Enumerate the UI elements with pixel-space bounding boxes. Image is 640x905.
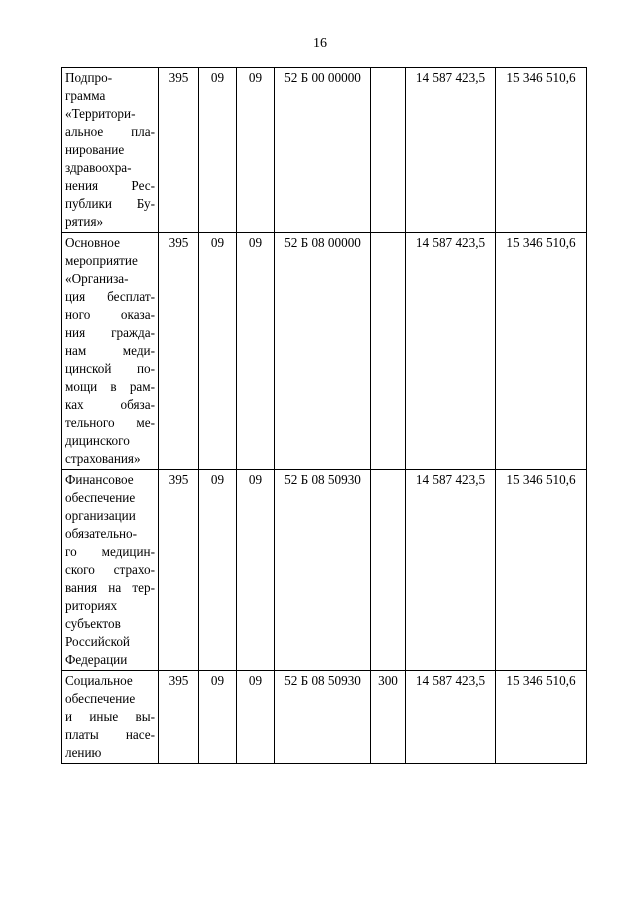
grbs-cell: 395 — [159, 233, 199, 470]
sum2-cell: 15 346 510,6 — [496, 233, 587, 470]
name-line: обеспечение — [65, 691, 136, 706]
name-line: дицинского — [65, 433, 130, 448]
name-line: грамма — [65, 88, 106, 103]
pr-cell: 09 — [237, 470, 275, 671]
name-line: мощи в рам- — [65, 379, 155, 394]
rz-cell: 09 — [199, 68, 237, 233]
name-line: ках обяза- — [65, 397, 155, 412]
table-row — [62, 68, 587, 233]
sum1-cell: 14 587 423,5 — [406, 671, 496, 764]
name-line: риториях — [65, 598, 118, 613]
grbs-cell: 395 — [159, 671, 199, 764]
sum2-cell: 15 346 510,6 — [496, 470, 587, 671]
name-line: Подпро- — [65, 70, 113, 85]
vr-cell — [371, 470, 406, 671]
csr-cell: 52 Б 00 00000 — [275, 68, 371, 233]
csr-cell: 52 Б 08 00000 — [275, 233, 371, 470]
row-name-cell — [62, 671, 159, 764]
row-name-cell — [62, 233, 159, 470]
name-line: страхования» — [65, 451, 141, 466]
name-line: субъектов — [65, 616, 121, 631]
name-line: мероприятие — [65, 253, 138, 268]
name-line: нам меди- — [65, 343, 155, 358]
name-line: Финансовое — [65, 472, 134, 487]
name-line: нирование — [65, 142, 125, 157]
vr-cell — [371, 233, 406, 470]
table-row — [62, 233, 587, 470]
name-line: платы насе- — [65, 727, 155, 742]
name-line: и иные вы- — [65, 709, 155, 724]
name-line: рятия» — [65, 214, 104, 229]
grbs-cell: 395 — [159, 68, 199, 233]
name-line: вания на тер- — [65, 580, 155, 595]
name-line: ского страхо- — [65, 562, 155, 577]
rz-cell: 09 — [199, 470, 237, 671]
name-line: здравоохра- — [65, 160, 132, 175]
name-line: обязательно- — [65, 526, 138, 541]
budget-table — [61, 67, 587, 764]
name-line: цинской по- — [65, 361, 155, 376]
row-name-cell — [62, 68, 159, 233]
name-line: Социальное — [65, 673, 133, 688]
grbs-cell: 395 — [159, 470, 199, 671]
sum1-cell: 14 587 423,5 — [406, 470, 496, 671]
name-line: нения Рес- — [65, 178, 155, 193]
sum2-cell: 15 346 510,6 — [496, 671, 587, 764]
name-line: лению — [65, 745, 102, 760]
table-body — [62, 68, 587, 764]
pr-cell: 09 — [237, 671, 275, 764]
pr-cell: 09 — [237, 68, 275, 233]
sum1-cell: 14 587 423,5 — [406, 233, 496, 470]
name-line: Российской — [65, 634, 130, 649]
name-line: обеспечение — [65, 490, 136, 505]
csr-cell: 52 Б 08 50930 — [275, 470, 371, 671]
page-number: 16 — [313, 36, 327, 51]
vr-cell: 300 — [371, 671, 406, 764]
name-line: «Организа- — [65, 271, 129, 286]
name-line: Основное — [65, 235, 120, 250]
name-line: ного оказа- — [65, 307, 155, 322]
table-row — [62, 671, 587, 764]
name-line: ния гражда- — [65, 325, 155, 340]
name-line: го медицин- — [65, 544, 155, 559]
table-row — [62, 470, 587, 671]
name-line: организации — [65, 508, 136, 523]
vr-cell — [371, 68, 406, 233]
name-line: Федерации — [65, 652, 128, 667]
name-line: ция бесплат- — [65, 289, 155, 304]
pr-cell: 09 — [237, 233, 275, 470]
sum1-cell: 14 587 423,5 — [406, 68, 496, 233]
sum2-cell: 15 346 510,6 — [496, 68, 587, 233]
rz-cell: 09 — [199, 671, 237, 764]
name-line: «Территори- — [65, 106, 136, 121]
name-line: публики Бу- — [65, 196, 155, 211]
rz-cell: 09 — [199, 233, 237, 470]
csr-cell: 52 Б 08 50930 — [275, 671, 371, 764]
name-line: альное пла- — [65, 124, 155, 139]
name-line: тельного ме- — [65, 415, 155, 430]
row-name-cell — [62, 470, 159, 671]
